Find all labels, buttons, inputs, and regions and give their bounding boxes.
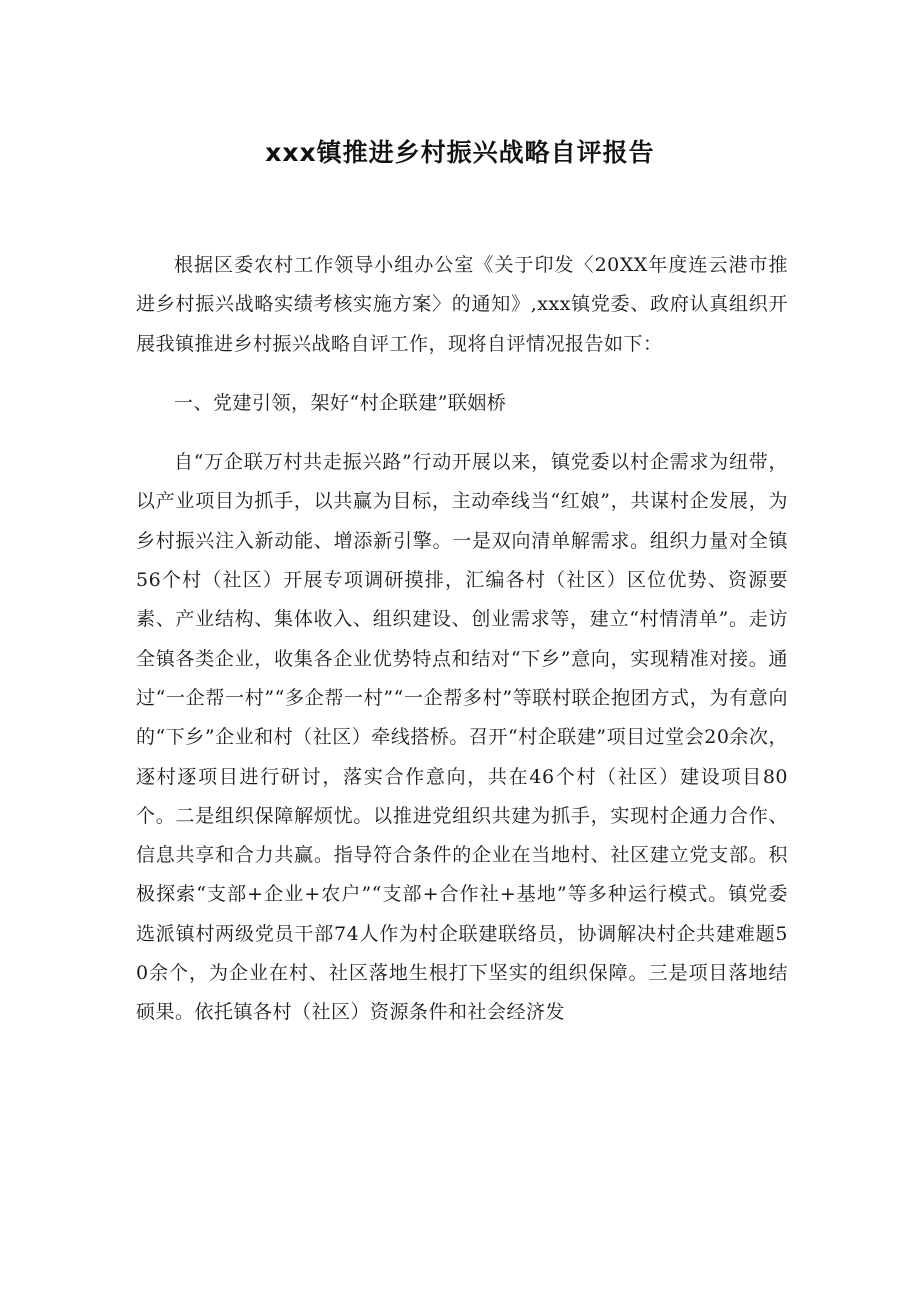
- section-heading: 一、党建引领，架好“村企联建”联姻桥: [174, 391, 507, 414]
- intro-paragraph: 根据区委农村工作领导小组办公室《关于印发〈20XX年度连云港市推进乡村振兴战略实绩考核实施方案〉的通知》,xxx镇党委、政府认真组织开展我镇推进乡村振兴战略自评工作，现将自评情况报告如下：: [136, 254, 788, 355]
- section-paragraph: 自“万企联万村共走振兴路”行动开展以来，镇党委以村企需求为纽带，以产业项目为抓手，以共赢为目标，主动牵线当“红娘”，共谋村企发展，为乡村振兴注入新动能、增添新引擎。一是双向清单解需求。组织力量对全镇56个村（社区）开展专项调研摸排，汇编各村（社区）区位优势、资源要素、产业结构、集体收入、组织建设、创业需求等，建立“村情清单”。走访全镇各类企业，收集各企业优势特点和结对“下乡”意向，实现精准对接。通过“一企帮一村”“多企帮一村”“一企帮多村”等联村联企抱团方式，为有意向的“下乡”企业和村（社区）牵线搭桥。召开“村企联建”项目过堂会20余次，逐村逐项目进行研讨，落实合作意向，共在46个村（社区）建设项目80个。二是组织保障解烦忧。以推进党组织共建为抓手，实现村企通力合作、信息共享和合力共赢。指导符合条件的企业在当地村、社区建立党支部。积极探索“支部+企业+农户”“支部+合作社+基地”等多种运行模式。镇党委选派镇村两级党员干部74人作为村企联建联络员，协调解决村企共建难题50余个，为企业在村、社区落地生根打下坚实的组织保障。三是项目落地结硕果。依托镇各村（社区）资源条件和社会经济发: [136, 451, 788, 1024]
- document-title: xxx镇推进乡村振兴战略自评报告: [265, 138, 655, 167]
- document-body: [136, 246, 788, 1053]
